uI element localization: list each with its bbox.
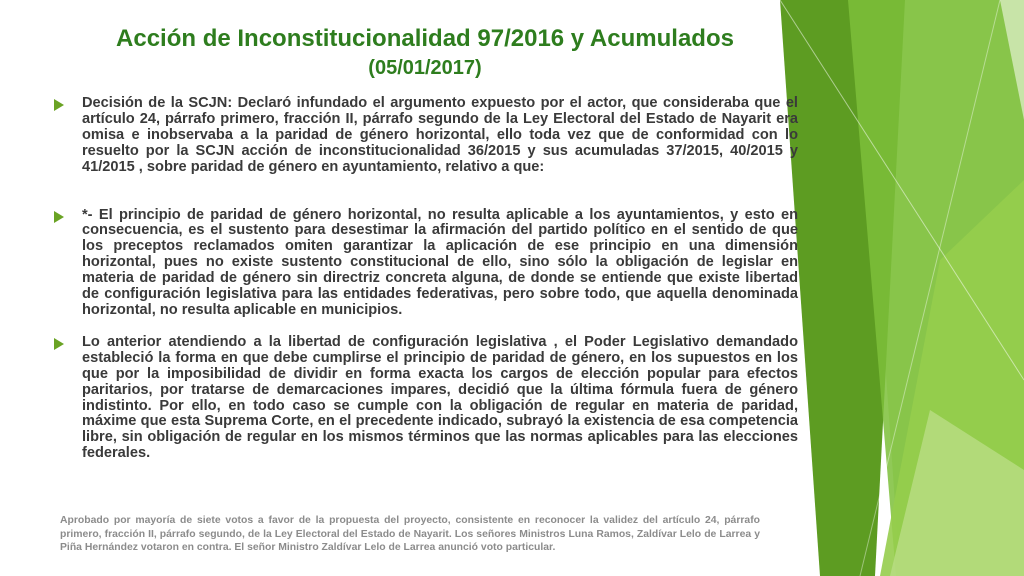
bullet-item xyxy=(50,96,798,176)
bullet-list xyxy=(50,96,798,462)
bullet-arrow-icon xyxy=(54,99,64,111)
bullet-item xyxy=(50,335,798,462)
footnote: Aprobado por mayoría de siete votos a favor de la propuesta del proyecto, consistente en reconocer la validez del artículo 24, párrafo primero, fracción II, párrafo segundo, de la Ley Electoral del Estado de Nayarit. Los señores Ministros Luna Ramos, Zaldívar Lelo de Larrea y Piña Hernández votaron en contra. El señor Ministro Zaldívar Lelo de Larrea anunció voto particular. xyxy=(60,515,760,553)
title-date: (05/01/2017) xyxy=(368,57,482,79)
bullet-text xyxy=(82,208,798,319)
bullet-body: Lo anterior atendiendo a la libertad de configuración legislativa , el Poder Legislativo demandado estableció la forma en que debe cumplirse el principio de paridad de género, en los supuestos en los que por la imposibilidad de dividir en forma exacta los cargos de elección popular para efectos paritarios, por tratarse de demarcaciones impares, decidió que la última fórmula fuera de género indistinto. Por ello, en todo caso se cumple con la obligación de regular en materia de paridad, máxime que esta Suprema Corte, en el precedente indicado, subrayó la existencia de esa competencia libre, sin obligación de regular en los mismos términos que las normas aplicables para las elecciones federales. xyxy=(82,333,798,462)
bullet-text xyxy=(82,96,798,176)
bullet-body: *- El principio de paridad de género horizontal, no resulta aplicable a los ayuntamientos, y esto en consecuencia, es el sustento para desestimar la afirmación del partido político en el sentido de que los preceptos reclamados omiten garantizar la aplicación de ese principio en una dimensión horizontal, pues no existe sustento constitucional de ello, sino sólo la obligación de legislar en materia de paridad de género sin directriz concreta alguna, de donde se entiende que existe libertad de configuración legislativa para las entidades federativas, pero sobre todo, que aquella denominada horizontal, no resulta aplicable en municipios. xyxy=(82,206,798,318)
bullet-item xyxy=(50,208,798,319)
bullet-lead: Decisión de la SCJN: xyxy=(82,95,233,111)
bullet-arrow-icon xyxy=(54,338,64,350)
bullet-text xyxy=(82,335,798,462)
slide-title xyxy=(60,24,790,82)
bullet-body: Declaró infundado el argumento expuesto por el actor, que consideraba que el artículo 24, párrafo primero, fracción II, párrafo segundo de la Ley Electoral del Estado de Nayarit era omisa e inobservaba a la paridad de género horizontal, ello toda vez que de conformidad con lo resuelto por la SCJN acción de inconstitucionalidad 36/2015 y sus acumuladas 37/2015, 40/2015 y 41/2015 , sobre paridad de género en ayuntamiento, relativo a que: xyxy=(82,95,798,175)
title-main: Acción de Inconstitucionalidad 97/2016 y Acumulados xyxy=(116,25,734,52)
bullet-arrow-icon xyxy=(54,211,64,223)
